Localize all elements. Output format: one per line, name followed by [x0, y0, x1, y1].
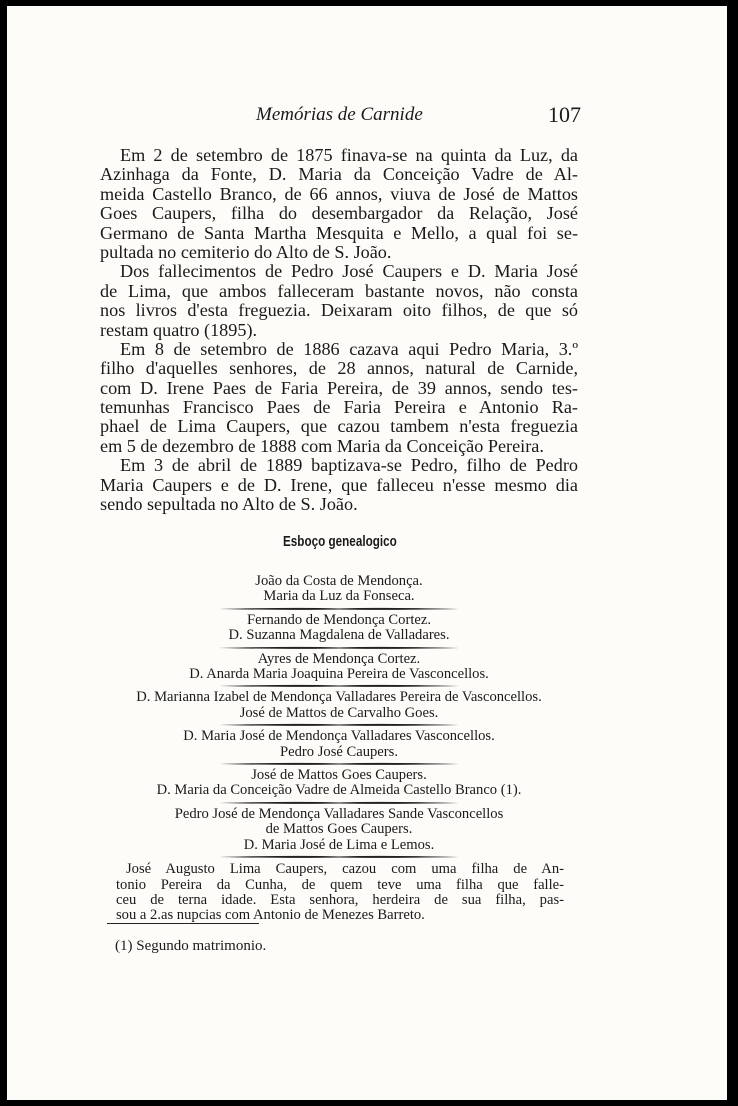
body-line: meida Castello Branco, de 66 annos, viuva de José de Mattos: [100, 184, 578, 204]
note-line: José Augusto Lima Caupers, cazou com uma filha de An-: [126, 861, 564, 878]
section-heading: Esboço genealogico: [283, 533, 397, 550]
generation-rule: [100, 853, 578, 861]
page-header: [7, 102, 727, 130]
generation-block: [100, 690, 578, 721]
note-line: sou a 2.as nupcias com Antonio de Menezes Barreto.: [116, 907, 425, 924]
person-name: D. Anarda Maria Joaquina Pereira de Vasconcellos.: [189, 666, 489, 683]
person-name: Pedro José de Mendonça Valladares Sande Vasconcellos: [174, 805, 504, 822]
generation-rule: [100, 682, 578, 690]
person-name: Pedro José Caupers.: [280, 743, 398, 760]
running-title: Memórias de Carnide: [256, 104, 423, 125]
body-line: temunhas Francisco Paes de Faria Pereira e Antonio Ra-: [100, 398, 578, 418]
body-line: Germano de Santa Martha Mesquita e Mello, a qual foi se-: [100, 223, 578, 243]
genealogy-final-note: [100, 862, 578, 924]
body-line: de Lima, que ambos falleceram bastante novos, não consta: [100, 281, 578, 301]
person-name: D. Maria da Conceição Vadre de Almeida Castello Branco (1).: [156, 782, 522, 799]
footnote: (1) Segundo matrimonio.: [115, 938, 267, 954]
person-name: D. Maria José de Lima e Lemos.: [243, 836, 435, 853]
person-name: José de Mattos Goes Caupers.: [251, 767, 427, 784]
body-line: phael de Lima Caupers, que cazou tambem n'esta freguezia: [100, 417, 578, 437]
body-line: filho d'aquelles senhores, de 28 annos, natural de Carnide,: [100, 359, 578, 379]
generation-rule: [100, 644, 578, 652]
body-line: Em 3 de abril de 1889 baptizava-se Pedro, filho de Pedro: [120, 456, 578, 476]
person-name: José de Mattos de Carvalho Goes.: [239, 704, 439, 721]
body-line: sendo sepultada no Alto de S. João.: [100, 495, 358, 515]
generation-block: [100, 613, 578, 644]
body-line: Goes Caupers, filha do desembargador da Relação, José: [100, 204, 578, 224]
body-line: Dos fallecimentos de Pedro José Caupers e D. Maria José: [120, 262, 578, 282]
person-name: Maria da Luz da Fonseca.: [263, 588, 415, 605]
body-text: [100, 146, 578, 514]
person-name: João da Costa de Mendonça.: [255, 573, 423, 589]
person-name: D. Suzanna Magdalena de Valladares.: [228, 627, 450, 644]
person-name: de Mattos Goes Caupers.: [265, 821, 413, 838]
generation-block: [100, 768, 578, 799]
person-name: Fernando de Mendonça Cortez.: [247, 611, 431, 628]
body-line: Em 2 de setembro de 1875 finava-se na quinta da Luz, da: [120, 146, 578, 165]
page-number: 107: [548, 102, 581, 127]
generation-rule: [100, 721, 578, 729]
generation-rule: [100, 760, 578, 768]
generation-block: [100, 807, 578, 853]
person-name: D. Maria José de Mendonça Valladares Vasconcellos.: [183, 728, 495, 745]
generation-block: [100, 729, 578, 760]
footnote-separator: [107, 923, 259, 924]
note-line: tonio Pereira da Cunha, de quem teve uma filha que falle-: [116, 876, 564, 893]
body-line: nos livros d'esta freguezia. Deixaram oito filhos, de que só: [100, 301, 578, 321]
book-page: [7, 6, 727, 1100]
body-line: Maria Caupers e de D. Irene, que falleceu n'esse mesmo dia: [100, 475, 578, 495]
body-line: em 5 de dezembro de 1888 com Maria da Conceição Pereira.: [100, 436, 544, 456]
body-line: com D. Irene Paes de Faria Pereira, de 39 annos, sendo tes-: [100, 378, 578, 398]
generation-rule: [100, 605, 578, 613]
body-line: Em 8 de setembro de 1886 cazava aqui Pedro Maria, 3.º: [120, 339, 578, 359]
generation-rule: [100, 799, 578, 807]
genealogy-tree: [100, 574, 578, 924]
body-line: pultada no cemiterio do Alto de S. João.: [100, 242, 392, 262]
note-line: ceu de terna idade. Esta senhora, herdeira de sua filha, pas-: [116, 891, 564, 908]
body-line: restam quatro (1895).: [100, 320, 258, 340]
person-name: Ayres de Mendonça Cortez.: [257, 650, 421, 667]
generation-block: [100, 652, 578, 683]
generation-block: [100, 574, 578, 605]
person-name: D. Marianna Izabel de Mendonça Valladares Pereira de Vasconcellos.: [136, 689, 542, 706]
body-line: Azinhaga da Fonte, D. Maria da Conceição Vadre de Al-: [100, 165, 578, 185]
